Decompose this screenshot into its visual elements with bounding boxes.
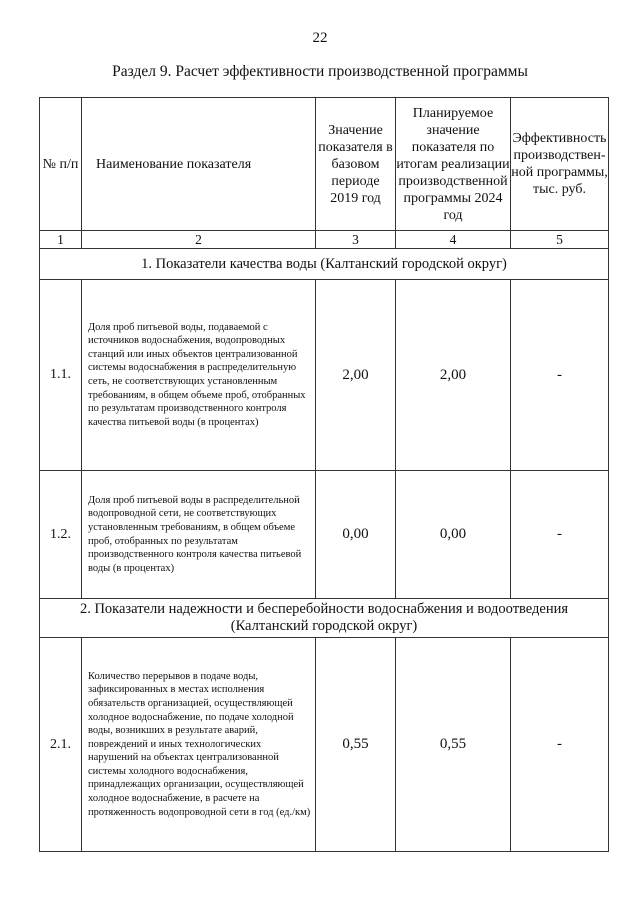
column-number: 5	[511, 231, 609, 249]
effectiveness-value: -	[511, 471, 609, 599]
planned-value: 0,55	[396, 638, 511, 852]
section-title: Раздел 9. Расчет эффективности производственной программы	[112, 63, 528, 80]
column-number: 4	[396, 231, 511, 249]
base-value: 2,00	[316, 280, 396, 471]
table-row	[40, 638, 609, 852]
indicator-name: Доля проб питьевой воды в распределительной водопроводной сети, не соответствующих установленным требованиям, в общем объеме проб, отобранных по результатам производственного контроля качества питьевой воды (в процентах)	[82, 471, 316, 599]
table-row	[40, 471, 609, 599]
column-number: 2	[82, 231, 316, 249]
effectiveness-value: -	[511, 638, 609, 852]
column-number-row	[40, 231, 609, 249]
header-num: № п/п	[40, 98, 82, 231]
column-number: 1	[40, 231, 82, 249]
section-row	[40, 249, 609, 280]
header-effectiveness: Эффективность производствен-ной программы, тыс. руб.	[511, 98, 609, 231]
column-number: 3	[316, 231, 396, 249]
effectiveness-value: -	[511, 280, 609, 471]
planned-value: 2,00	[396, 280, 511, 471]
planned-value: 0,00	[396, 471, 511, 599]
header-base-value: Значение показателя в базовом периоде 2019 год	[316, 98, 396, 231]
row-number: 2.1.	[40, 638, 82, 852]
table-row	[40, 280, 609, 471]
row-number: 1.1.	[40, 280, 82, 471]
page-number: 22	[312, 30, 328, 46]
header-planned-value: Планируемое значение показателя по итогам реализации производственной программы 2024 год	[396, 98, 511, 231]
row-number: 1.2.	[40, 471, 82, 599]
section-heading-2: 2. Показатели надежности и бесперебойности водоснабжения и водоотведения (Калтанский городской округ)	[40, 599, 609, 638]
section-row	[40, 599, 609, 638]
base-value: 0,00	[316, 471, 396, 599]
base-value: 0,55	[316, 638, 396, 852]
header-name: Наименование показателя	[82, 98, 316, 231]
indicator-name: Количество перерывов в подаче воды, зафиксированных в местах исполнения обязательств организацией, осуществляющей холодное водоснабжение, по подаче холодной воды, возникших в результате аварий, повреждений и иных технологических нарушений на объектах централизованной системы холодного водоснабжения, принадлежащих организации, осуществляющей холодное водоснабжение, в расчете на протяженность водопроводной сети в год (ед./км)	[82, 638, 316, 852]
efficiency-table	[39, 97, 609, 852]
section-heading-1: 1. Показатели качества воды (Калтанский городской округ)	[40, 249, 609, 280]
table-header-row	[40, 98, 609, 231]
indicator-name: Доля проб питьевой воды, подаваемой с источников водоснабжения, водопроводных станций или иных объектов централизованной системы водоснабжения в распределительную сеть, не соответствующих установленным требованиям, в общем объеме проб, отобранных по результатам производственного контроля качества питьевой воды (в процентах)	[82, 280, 316, 471]
